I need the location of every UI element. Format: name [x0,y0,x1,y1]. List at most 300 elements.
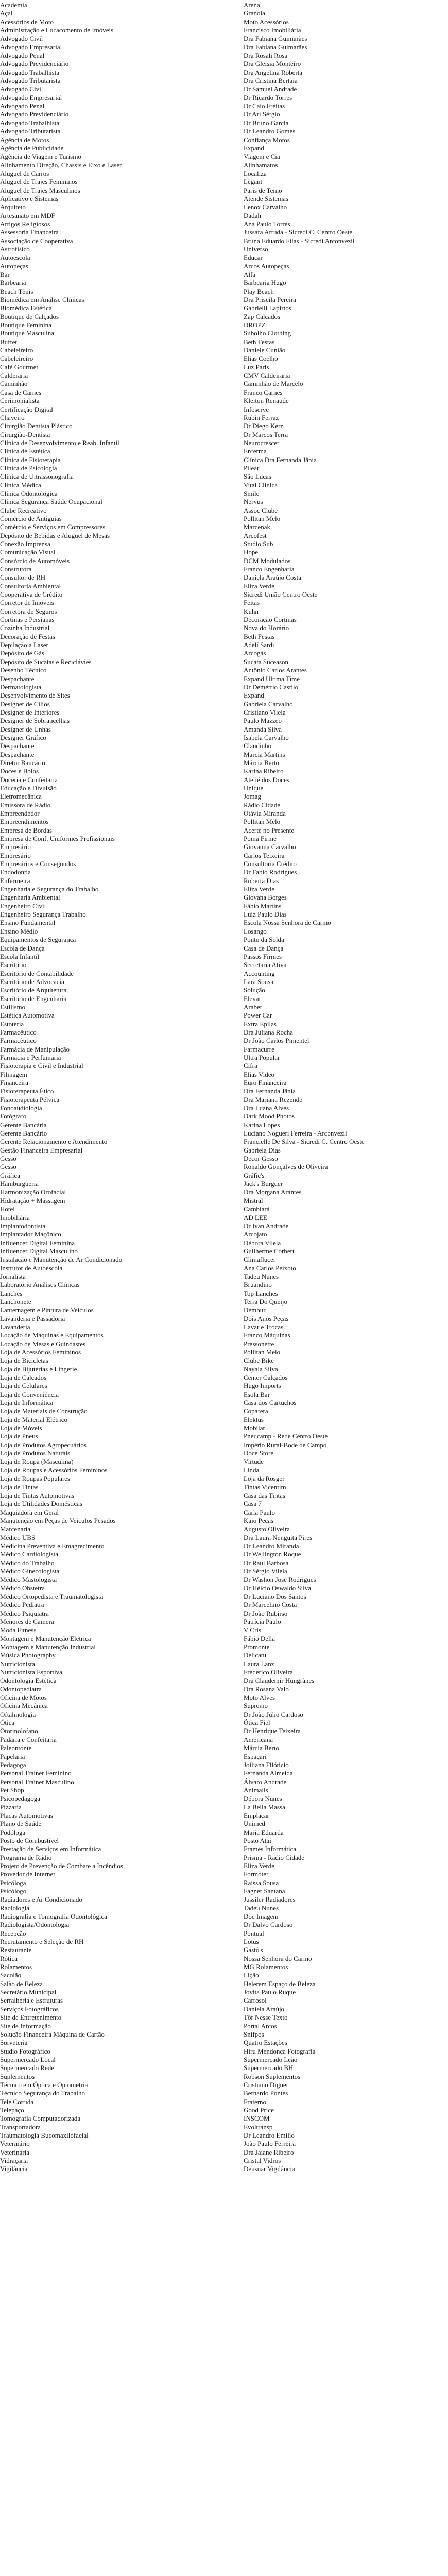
business-name: Dra Fernanda Jânia [244,1087,296,1095]
category-label: Comércio de Antiguias [0,514,62,522]
business-name: Jussara Arruda - Sicredi C. Centro Oeste [244,228,353,236]
category-label: Personal Trainer Feminino [0,1769,72,1777]
category-label: Oficina Mecânica [0,1702,48,1710]
business-name: Mobilar [244,1424,265,1432]
directory-row [0,127,448,135]
directory-row [0,2157,448,2165]
directory-row [0,1003,448,1011]
directory-row [0,1996,448,2005]
category-label: Lanches [0,1289,23,1297]
business-name: Dra Rosana Valo [244,1685,289,1693]
business-name: Supremo [244,1702,268,1710]
category-label: Plano de Saúde [0,1820,42,1828]
category-label: Montagem e Manutenção Elétrica [0,1634,91,1642]
directory-row [0,1264,448,1273]
category-label: Comércio e Serviços em Compressores [0,523,106,531]
business-name: Jovita Paulo Ruque [244,1988,296,1996]
business-name: MG Rolamentos [244,1963,288,1971]
category-label: Provedor de Internet [0,1870,55,1878]
directory-row [0,910,448,919]
business-name: Pontual [244,1929,264,1937]
directory-row [0,1214,448,1222]
category-label: Loja de Materiais de Construção [0,1407,88,1415]
directory-row [0,456,448,464]
business-name: Dra Laura Nenguita Pires [244,1533,313,1541]
business-name: Francisco Imobiliária [244,26,301,35]
directory-row [0,245,448,253]
business-name: Débora Nunes [244,1794,282,1803]
business-name: Eliza Verde [244,582,275,590]
directory-row [0,1845,448,1853]
directory-row [0,1399,448,1407]
directory-row [0,1534,448,1542]
business-name: Claudinho [244,742,272,750]
business-name: Center Calçados [244,1374,288,1382]
directory-row [0,270,448,279]
category-label: Sorveteria [0,2039,28,2047]
category-label: Programa de Rádio [0,1853,52,1861]
business-name: Top Lanches [244,1289,278,1297]
directory-row [0,1651,448,1659]
directory-row [0,1963,448,1971]
category-label: Harmonização Orofacial [0,1188,66,1196]
category-label: Hidratação + Massagem [0,1196,65,1205]
business-name: Virtude [244,1458,264,1466]
business-name: Espaçari [244,1752,267,1760]
category-label: Clínica de Psicologia [0,464,57,472]
directory-row [0,2005,448,2013]
business-name: Expand [244,144,264,152]
business-name: Deusuar Vigilância [244,2165,295,2173]
category-label: Advogado Tributarista [0,127,61,135]
category-label: Pet Shop [0,1786,24,1794]
business-name: Fábio Martins [244,902,282,910]
business-name: Promonte [244,1643,270,1651]
category-label: Imobiliária [0,1213,30,1222]
category-label: Personal Trainer Masculino [0,1777,74,1786]
category-label: Prestação de Serviços em Informática [0,1845,101,1853]
directory-row [0,1635,448,1643]
category-label: Clínica Médica [0,481,41,489]
directory-row [0,1727,448,1735]
business-name: Rubin Ferraz [244,413,279,421]
business-name: Dr Ivan Andrade [244,1222,289,1230]
business-name: Atende Sistemas [244,194,289,202]
category-label: Oftalmologia [0,1710,36,1718]
category-label: Gestão Financeira Empresarial [0,1146,83,1154]
business-name: Dembur [244,1306,266,1314]
category-label: Dermatologista [0,683,42,691]
directory-row [0,253,448,262]
category-label: Escritório de Arquitetura [0,986,67,994]
category-label: Transportadora [0,2123,41,2131]
directory-row [0,2056,448,2064]
directory-row [0,1887,448,1895]
business-name: Dr Luciano Dos Santos [244,1592,306,1600]
directory-row [0,1054,448,1062]
directory-row [0,835,448,843]
category-label: Solução Financeira Máquina de Cartão [0,2030,105,2038]
directory-row [0,675,448,683]
business-name: Carrosol [244,1996,267,2005]
directory-row [0,1146,448,1155]
directory-row [0,902,448,910]
directory-row [0,683,448,691]
directory-row [0,1188,448,1196]
directory-row [0,2106,448,2114]
category-label: Corretora de Seguros [0,607,57,615]
business-name: Supermercado Leão [244,2055,298,2063]
directory-row [0,725,448,734]
business-name: Terra Do Queijo [244,1297,288,1306]
business-name: Karina Lopes [244,1121,280,1129]
directory-row [0,77,448,85]
business-name: Augusto Oliveira [244,1525,290,1533]
category-label: Eletromecânica [0,792,42,801]
business-name: Dr Hélcio Oswaldo Silva [244,1584,312,1592]
directory-row [0,2073,448,2081]
business-name: Jack's Burguer [244,1180,283,1188]
directory-row [0,1037,448,1045]
business-name: Ronaldo Gonçalves de Oliveira [244,1163,328,1171]
directory-row [0,1567,448,1575]
category-label: Empresário [0,843,31,851]
directory-row [0,1416,448,1424]
category-label: Consórcio de Automóveis [0,556,70,565]
business-name: Carlos Teixeira [244,851,285,859]
category-label: Agência de Publicidade [0,144,64,152]
directory-row [0,1575,448,1584]
directory-row [0,540,448,548]
directory-row [0,346,448,354]
directory-row [0,1828,448,1837]
business-name: Euro Financeira [244,1079,287,1087]
business-name: Cristal Vidros [244,2157,281,2164]
category-label: Serviços Fotográficos [0,2005,59,2013]
directory-row [0,532,448,540]
directory-row [0,1323,448,1331]
category-label: Técnico Segurança do Trabalho [0,2089,85,2097]
directory-row [0,1340,448,1348]
directory-row [0,1550,448,1558]
directory-row [0,1584,448,1592]
business-name: Kuhn [244,607,259,615]
category-label: Psicólogo [0,1887,27,1895]
directory-row [0,1239,448,1247]
category-label: Site de Informação [0,2022,51,2030]
business-name: Nossa Senhora do Carmo [244,1954,312,1962]
category-label: Beach Tênis [0,287,33,295]
business-name: Expand [244,691,264,700]
business-name: Mistral [244,1196,263,1205]
business-name: Bruandino [244,1281,272,1289]
directory-row [0,136,448,144]
category-label: Advogado Trabalhista [0,118,60,127]
category-label: Radiografia e Tomografia Odontológica [0,1912,107,1921]
business-name: Dr Ricardo Torres [244,93,292,101]
directory-row [0,1693,448,1702]
directory-row [0,1517,448,1525]
category-label: Serralheria e Estruturas [0,1996,63,2005]
business-name: Dr Leandro Gomes [244,127,296,135]
category-label: Cabeleireiro [0,346,33,354]
directory-row [0,582,448,590]
directory-row [0,852,448,860]
business-name: Clínica Dra Fernanda Jânia [244,455,317,464]
directory-row [0,708,448,717]
directory-row [0,1374,448,1382]
directory-row [0,1382,448,1390]
directory-row [0,1172,448,1180]
directory-row [0,1904,448,1912]
category-label: Financeira [0,1079,28,1087]
business-name: Elektus [244,1415,264,1423]
category-label: Clínica de Fisioterapia [0,455,61,464]
directory-row [0,1854,448,1862]
category-label: Gesso [0,1155,16,1163]
directory-row [0,1761,448,1769]
category-label: Sacolão [0,1971,22,1979]
business-name: Snifpos [244,2030,264,2038]
category-label: Biomédica em Análise Clínicas [0,296,84,304]
business-name: Quatro Estações [244,2039,287,2047]
business-name: Extra Epílas [244,1020,277,1028]
directory-row [0,161,448,170]
directory-row [0,354,448,363]
category-label: Depósito de Gás [0,649,44,657]
category-label: Aplicativo e Sistemas [0,194,59,202]
business-name: Luciano Nogueri Ferreira - Arconvezil [244,1129,347,1138]
category-label: Autoescola [0,253,30,262]
business-name: Moto Acessórios [244,18,289,26]
business-name: Educar [244,253,263,262]
business-name: Portal Arcos [244,2022,277,2030]
category-label: Loja de Calçados [0,1374,47,1382]
directory-row [0,69,448,77]
directory-row [0,52,448,60]
business-name: Nova do Horário [244,624,289,632]
category-label: Influencer Digital Masculino [0,1247,78,1255]
directory-row [0,110,448,118]
category-label: Locação de Máquinas e Equipamentos [0,1331,104,1340]
category-label: Oficina de Motos [0,1693,47,1702]
business-name: João Paulo Ferreira [244,2140,296,2148]
category-label: Nutricionista Esportiva [0,1668,62,1676]
category-label: Decoração de Festas [0,632,55,640]
category-label: Odontologia Estética [0,1676,57,1685]
business-name: Expand Ultima Time [244,674,300,683]
business-name: Gastô's [244,1946,263,1954]
business-name: Moto Alves [244,1693,275,1702]
directory-row [0,1753,448,1761]
business-name: Elias Video [244,1070,274,1078]
category-label: Gerente Bancário [0,1129,47,1138]
business-name: Márcia Berto [244,758,279,767]
category-label: Médico Pediatra [0,1601,44,1609]
business-name: Bruna Eduardo Filas - Sicredi Arconvezil [244,236,355,245]
business-name: Gráfic's [244,1171,265,1179]
directory-row [0,1668,448,1676]
directory-row [0,380,448,388]
business-name: Eliza Verde [244,885,275,893]
category-label: Supermercado Local [0,2055,56,2063]
directory-row [0,868,448,876]
directory-row [0,1028,448,1037]
business-name: Joiliana Filóticio [244,1760,289,1769]
directory-row [0,405,448,414]
category-label: Acessórios de Moto [0,18,54,26]
business-name: Esola Bar [244,1390,270,1398]
business-name: Casa dos Cartuchos [244,1399,297,1407]
business-name: Francielle De Silva - Sicredi C. Centro Oeste [244,1138,365,1146]
directory-row [0,1685,448,1693]
category-label: Cabeleireiro [0,354,33,363]
directory-row [0,304,448,312]
directory-row [0,1298,448,1306]
business-name: Pilear [244,464,260,472]
category-label: Fotógrafo [0,1112,27,1121]
category-label: Conexão Imprensa [0,540,50,548]
directory-row [0,1786,448,1794]
category-label: Filmagem [0,1070,27,1078]
category-label: Loja de Bicicletas [0,1357,48,1365]
directory-row [0,43,448,52]
business-name: Otávia Miranda [244,809,286,817]
business-name: Arcofest [244,531,267,539]
category-label: Moda Fitness [0,1626,37,1634]
directory-row [0,481,448,489]
category-label: Lanchonete [0,1297,31,1306]
business-name: Maria Eduarda [244,1828,284,1836]
directory-row [0,1744,448,1752]
category-label: Projeto de Prevenção de Combate a Incêndios [0,1861,123,1870]
business-name: Ultra Popular [244,1053,280,1061]
directory-row [0,1348,448,1357]
business-name: Solução [244,986,265,994]
directory-row [0,1778,448,1786]
business-name: Pressonette [244,1340,274,1348]
category-label: Música Photography [0,1651,56,1659]
category-label: Engenharia e Segurança do Trabalho [0,885,99,893]
category-label: Hotel [0,1205,15,1213]
directory-row [0,1820,448,1828]
business-name: Dr Washon José Rodrigues [244,1575,316,1584]
business-name: Kaio Peças [244,1516,274,1524]
directory-row [0,321,448,329]
directory-row [0,1971,448,1979]
business-name: Luiz Paulo Dias [244,910,287,919]
directory-row [0,1938,448,1946]
business-name: Dra Fabiana Guimarães [244,43,307,51]
category-label: Loja de Produtos Naturais [0,1449,71,1458]
directory-row [0,1205,448,1213]
business-name: Gabrielli Lapirtos [244,304,291,312]
business-name: Araber [244,1003,263,1011]
business-name: Farmacurre [244,1045,274,1053]
business-name: Animalis [244,1786,268,1794]
directory-row [0,338,448,346]
category-label: Empresários e Consegundos [0,860,76,868]
category-label: Lavanderia e Passadoria [0,1314,65,1323]
business-name: Sucata Suceason [244,657,289,666]
directory-row [0,818,448,826]
category-label: Clínica Odontológica [0,489,58,497]
business-name: Beth Festas [244,337,275,346]
category-label: Gráfica [0,1171,20,1179]
directory-row [0,2039,448,2047]
business-name: Loja da Rosger [244,1475,285,1483]
directory-row [0,1660,448,1668]
category-label: Fisioterapia e Civil e Industrial [0,1062,83,1070]
directory-row [0,1475,448,1483]
business-name: Dr Leandro Emílio [244,2131,295,2139]
directory-row [0,1879,448,1887]
directory-row [0,1618,448,1626]
business-name: Ana Carlos Peixoto [244,1264,296,1272]
category-label: Podóloga [0,1828,26,1836]
category-label: Agência de Viagem e Turismo [0,152,81,161]
category-label: Escola de Dança [0,944,45,952]
category-label: Comunicação Visual [0,548,56,556]
directory-row [0,1794,448,1803]
business-name: Hiru Mendonça Fotografia [244,2047,316,2055]
category-label: Escritório de Engenharia [0,994,67,1003]
directory-row [0,1929,448,1938]
business-name: Dr Wellington Roque [244,1550,301,1558]
directory-row [0,860,448,868]
directory-row [0,936,448,944]
business-name: Lègant [244,178,263,186]
directory-row [0,1719,448,1727]
directory-row [0,414,448,422]
directory-row [0,2030,448,2039]
directory-row [0,1803,448,1811]
business-name: Dr Sérgio Vilela [244,1567,287,1575]
category-label: Clínica de Estética [0,447,50,455]
directory-row [0,1273,448,1281]
category-label: Empresa de Conf. Uniformes Profissionais [0,835,115,843]
directory-row [0,9,448,18]
business-name: Consultoria Crédito [244,860,297,868]
business-name: Decoração Cortinas [244,616,297,624]
business-name: Atelié dos Doces [244,775,289,784]
category-label: Vidraçaria [0,2157,28,2164]
business-name: Paulo Mazzeo [244,717,282,725]
business-name: Lótus [244,1938,259,1946]
directory-row [0,1870,448,1878]
directory-row [0,498,448,506]
business-name: Arena [244,1,260,9]
category-label: Loja de Material Elétrico [0,1415,68,1423]
category-label: Caminhão [0,380,28,388]
category-label: Doceria e Confeitaria [0,775,58,784]
category-label: Cortinas e Persianas [0,616,55,624]
category-label: Paleontonte [0,1744,32,1752]
business-name: Dr Dalvo Cardoso [244,1921,293,1929]
directory-row [0,1424,448,1432]
business-name: Lição [244,1971,259,1979]
directory-row [0,599,448,607]
category-label: Loja de Móveis [0,1424,42,1432]
business-name: Daniela Araújo [244,2005,285,2013]
directory-row [0,995,448,1003]
category-label: Advogado Empresarial [0,93,62,101]
business-name: Vital Clínica [244,481,278,489]
directory-row [0,178,448,186]
directory-row [0,170,448,178]
business-name: La Bella Massa [244,1803,285,1811]
business-name: Lenox Carvalho [244,203,287,211]
